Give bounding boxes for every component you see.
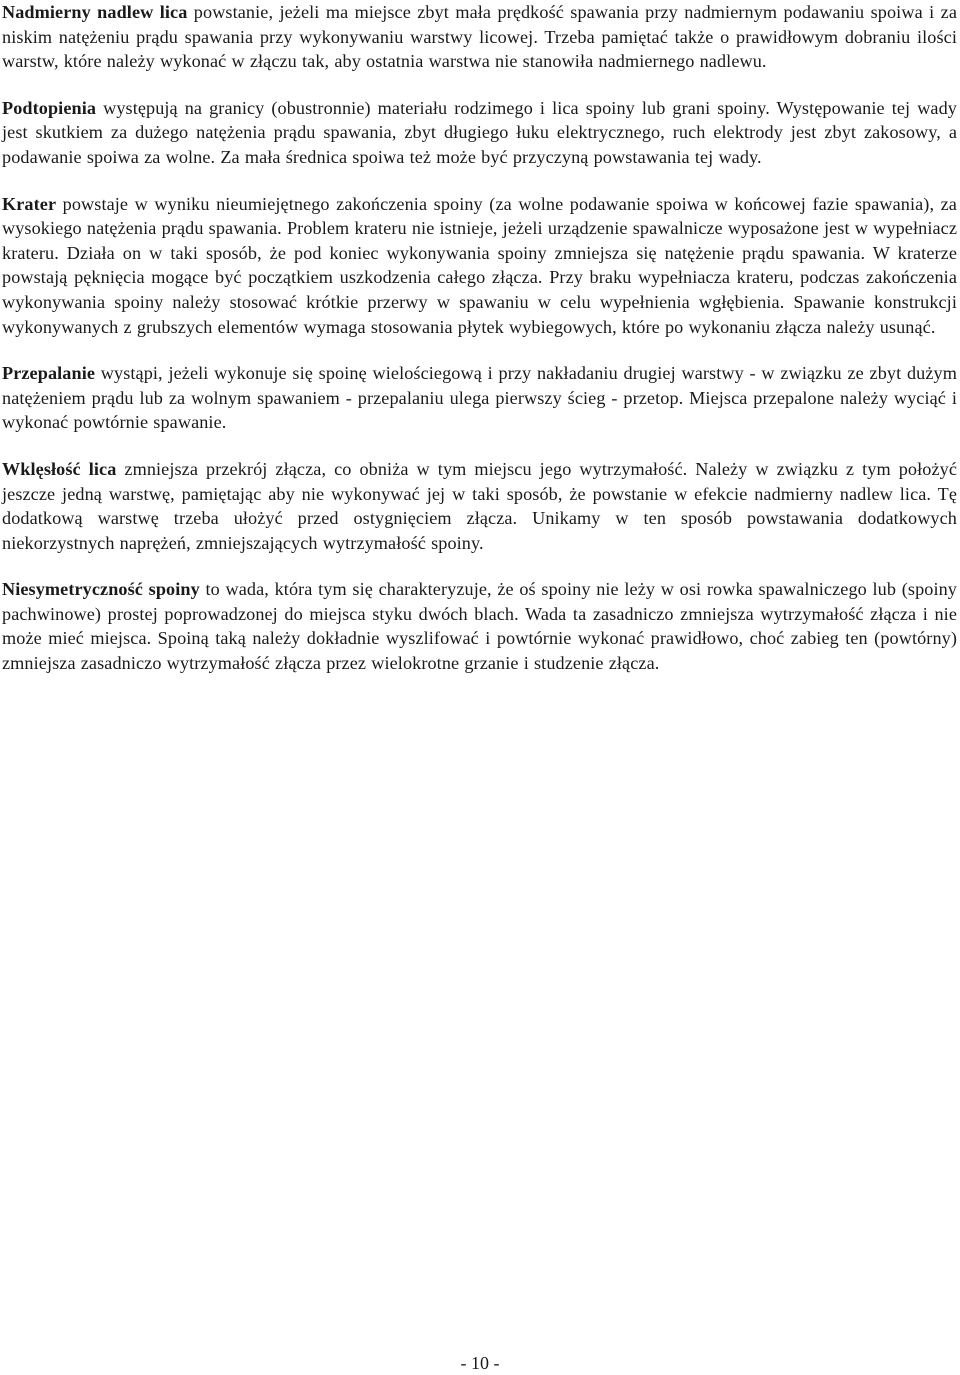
paragraph-text: zmniejsza przekrój złącza, co obniża w tym miejscu jego wytrzymałość. Należy w związku z tym położyć jeszcze jedną warstwę, pamiętając aby nie wykonywać jej w taki sposób, że powstanie w efekcie nadmierny nadlew lica. Tę dodatkową warstwę trzeba ułożyć przed ostygnięciem złącza. Unikamy w ten sposób powstawania dodatkowych niekorzystnych naprężeń, zmniejszających wytrzymałość spoiny. bbox=[2, 458, 957, 553]
paragraph-krater bbox=[2, 192, 957, 340]
paragraph-term: Przepalanie bbox=[2, 363, 96, 384]
paragraph-term: Nadmierny nadlew lica bbox=[2, 2, 188, 22]
paragraph-przepalanie bbox=[2, 361, 957, 435]
paragraph-podtopienia bbox=[2, 96, 957, 170]
paragraph-term: Niesymetryczność spoiny bbox=[2, 579, 200, 600]
paragraph-text: wystąpi, jeżeli wykonuje się spoinę wielościegową i przy nakładaniu drugiej warstwy - w związku ze zbyt dużym natężeniem prądu lub za wolnym spawaniem - przepalaniu ulega pierwszy ścieg - przetop. Miejsca przepalone należy wyciąć i wykonać powtórnie spawanie. bbox=[2, 363, 957, 433]
page-number: - 10 - bbox=[460, 1353, 500, 1373]
paragraph-term: Wklęsłość lica bbox=[2, 458, 117, 479]
paragraph-text: powstanie, jeżeli ma miejsce zbyt mała prędkość spawania przy nadmiernym podawaniu spoiwa i za niskim natężeniu prądu spawania przy wykonywaniu warstwy licowej. Trzeba pamiętać także o prawidłowym dobraniu ilości warstw, które należy wykonać w złączu tak, aby ostatnia warstwa nie stanowiła nadmiernego nadlewu. bbox=[2, 2, 958, 72]
paragraph-text: występują na granicy (obustronnie) materiału rodzimego i lica spoiny lub grani spoiny. Występowanie tej wady jest skutkiem za dużego natężenia prądu spawania, zbyt długiego łuku elektrycznego, ruch elektrody jest zbyt zakosowy, a podawanie spoiwa za wolne. Za mała średnica spoiwa też może być przyczyną powstawania tej wady. bbox=[2, 97, 957, 167]
paragraph-term: Krater bbox=[2, 193, 57, 214]
paragraph-term: Podtopienia bbox=[2, 97, 97, 118]
paragraph-text: powstaje w wyniku nieumiejętnego zakończenia spoiny (za wolne podawanie spoiwa w końcowej fazie spawania), za wysokiego natężenia prądu spawania. Problem krateru nie istnieje, jeżeli urządzenie spawalnicze wyposażone jest w wypełniacz krateru. Działa on w taki sposób, że pod koniec wykonywania spoiny zmniejsza się natężenie prądu spawania. W kraterze powstają pęknięcia mogące być początkiem uszkodzenia całego złącza. Przy braku wypełniacza krateru, podczas zakończenia wykonywania spoiny należy stosować krótkie przerwy w spawaniu w celu wypełnienia wgłębienia. Spawanie konstrukcji wykonywanych z grubszych elementów wymaga stosowania płytek wybiegowych, które po wykonaniu złącza należy usunąć. bbox=[2, 193, 957, 337]
paragraph-wkleslosc-lica bbox=[2, 457, 957, 555]
paragraph-niesymetrycznosc-spoiny bbox=[2, 577, 957, 675]
paragraph-nadmierny-nadlew-lica bbox=[2, 0, 957, 74]
paragraph-text: to wada, która tym się charakteryzuje, że oś spoiny nie leży w osi rowka spawalniczego lub (spoiny pachwinowe) prostej poprowadzonej do miejsca styku dwóch blach. Wada ta zasadniczo zmniejsza wytrzymałość złącza i nie może mieć miejsca. Spoiną taką należy dokładnie wyszlifować i powtórnie wykonać prawidłowo, choć zabieg ten (powtórny) zmniejsza zasadniczo wytrzymałość złącza przez wielokrotne grzanie i studzenie złącza. bbox=[2, 579, 957, 674]
document-body bbox=[2, 0, 957, 696]
